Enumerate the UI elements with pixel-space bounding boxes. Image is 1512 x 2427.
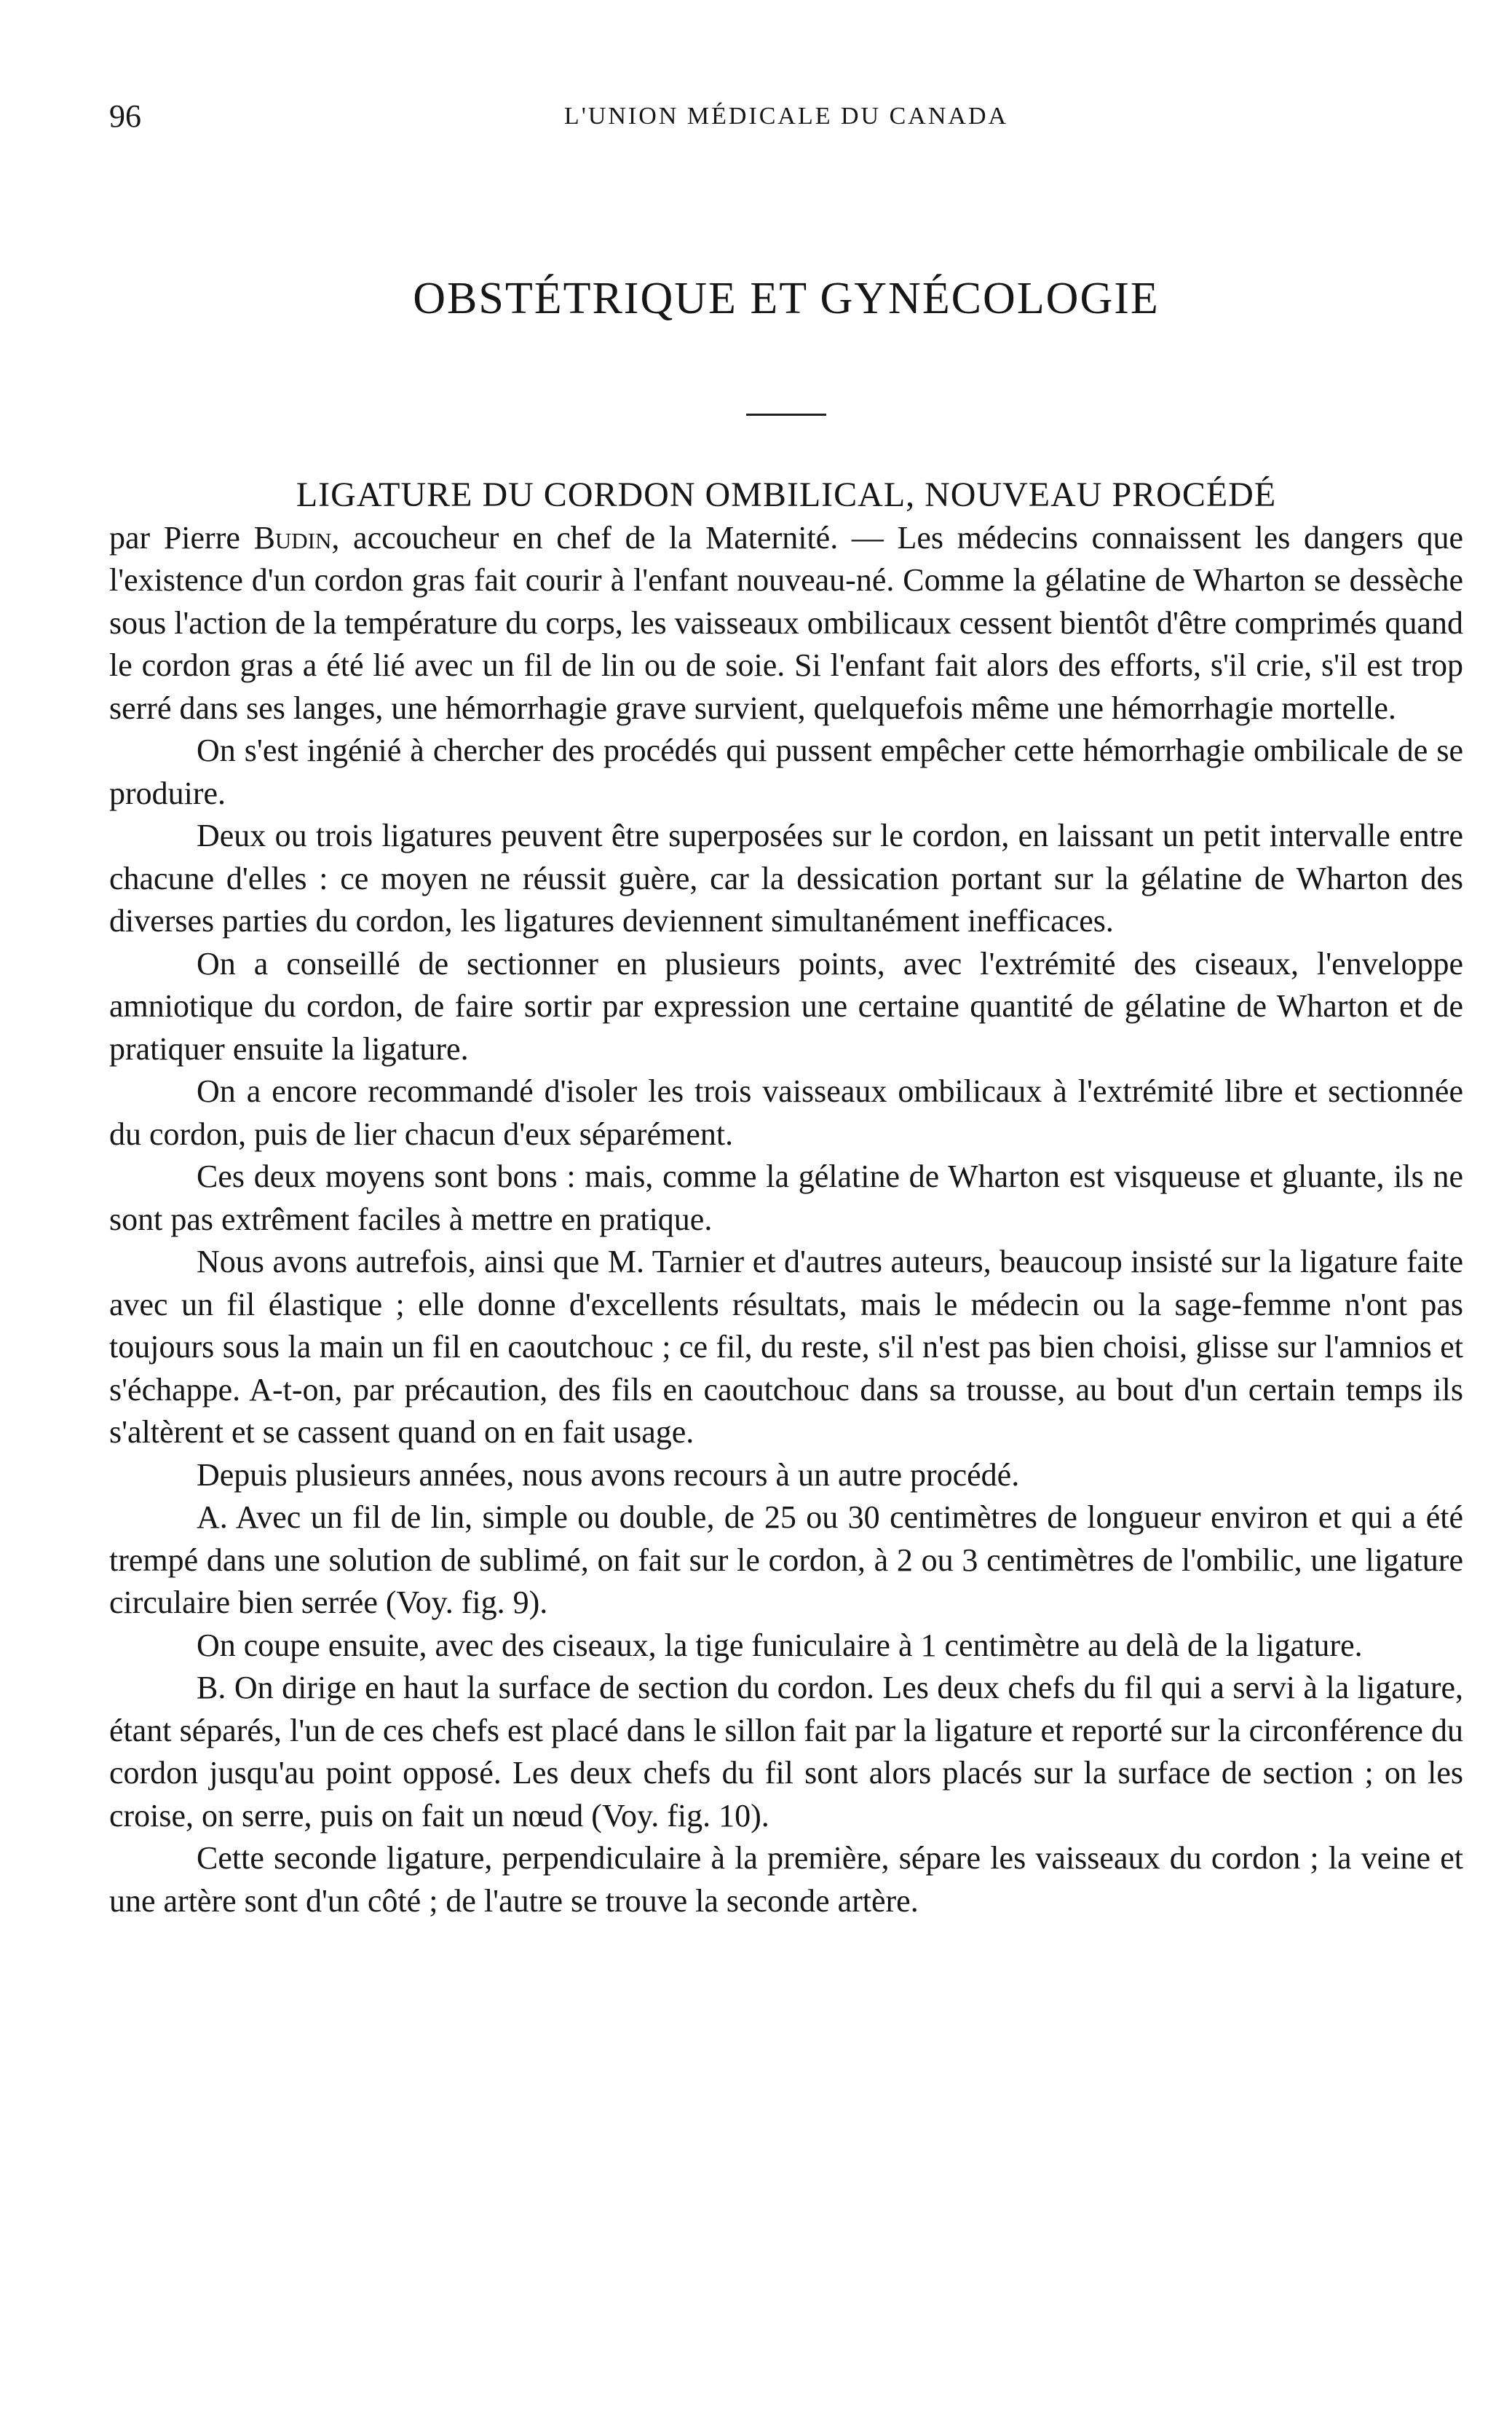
section-title: OBSTÉTRIQUE ET GYNÉCOLOGIE [413,274,1160,323]
paragraph: On a encore recommandé d'isoler les trois vaisseaux ombilicaux à l'extrémité libre et sectionnée du cordon, puis de lier chacun d'eux séparément. [109,1073,1463,1152]
article-opening-paragraph [109,474,1463,730]
document-page [109,87,1463,2388]
paragraph: Ces deux moyens sont bons : mais, comme la gélatine de Wharton est visqueuse et gluante, ils ne sont pas extrêment faciles à mettre en pratique. [109,1159,1463,1237]
paragraph-step-a: A. Avec un fil de lin, simple ou double, de 25 ou 30 centimètres de longueur environ et qui a été trempé dans une solution de sublimé, on fait sur le cordon, à 2 ou 3 centimètres de l'ombilic, une ligature circulaire bien serrée (Voy. fig. 9). [109,1499,1463,1620]
article-heading: LIGATURE DU CORDON OMBILICAL, NOUVEAU PROCÉDÉ [296,475,1277,514]
paragraph: Deux ou trois ligatures peuvent être superposées sur le cordon, en laissant un petit intervalle entre chacune d'elles : ce moyen ne réussit guère, car la dessication portant sur la gélatine de Wharton des diverses parties du cordon, les ligatures deviennent simultanément inefficaces. [109,818,1463,939]
paragraph: On s'est ingénié à chercher des procédés qui pussent empêcher cette hémorrhagie ombilicale de se produire. [109,733,1463,811]
paragraph: Depuis plusieurs années, nous avons recours à un autre procédé. [197,1456,1020,1493]
opening-text: , accoucheur en chef de la Maternité. — Les médecins connaissent les dangers que l'existence d'un cordon gras fait courir à l'enfant nouveau-né. Comme la gélatine de Wharton se dessèche sous l'action de la température du corps, les vaisseaux ombilicaux cessent bientôt d'être comprimés quand le cordon gras a été lié avec un fil de lin ou de soie. Si l'enfant fait alors des efforts, s'il crie, s'il est trop serré dans ses langes, une hémorrhagie grave survient, quelquefois même une hémorrhagie mortelle. [109,519,1463,726]
article-body [109,474,1463,1922]
page-number: 96 [109,98,141,134]
paragraph-step-b: B. On dirige en haut la surface de section du cordon. Les deux chefs du fil qui a servi à la ligature, étant séparés, l'un de ces chefs est placé dans le sillon fait par la ligature et reporté sur la circonférence du cordon jusqu'au point opposé. Les deux chefs du fil sont alors placés sur la surface de section ; on les croise, on serre, puis on fait un nœud (Voy. fig. 10). [109,1670,1463,1834]
running-header [109,87,1463,146]
journal-title: L'UNION MÉDICALE DU CANADA [563,103,1009,130]
paragraph: On a conseillé de sectionner en plusieurs points, avec l'extrémité des ciseaux, l'enveloppe amniotique du cordon, de faire sortir par expression une certaine quantité de gélatine de Wharton et de pratiquer ensuite la ligature. [109,945,1463,1067]
paragraph: On coupe ensuite, avec des ciseaux, la tige funiculaire à 1 centimètre au delà de la ligature. [197,1627,1363,1663]
byline-prefix: par Pierre [109,519,240,556]
paragraph: Cette seconde ligature, perpendiculaire à la première, sépare les vaisseaux du cordon ; la veine et une artère sont d'un côté ; de l'autre se trouve la seconde artère. [109,1840,1463,1919]
author-name: Budin [253,519,332,556]
paragraph: Nous avons autrefois, ainsi que M. Tarnier et d'autres auteurs, beaucoup insisté sur la ligature faite avec un fil élastique ; elle donne d'excellents résultats, mais le médecin ou la sage-femme n'ont pas toujours sous la main un fil en caoutchouc ; ce fil, du reste, s'il n'est pas bien choisi, glisse sur l'amnios et s'échappe. A-t-on, par précaution, des fils en caoutchouc dans sa trousse, au bout d'un certain temps ils s'altèrent et se cassent quand on en fait usage. [109,1244,1463,1450]
title-divider [746,414,826,416]
